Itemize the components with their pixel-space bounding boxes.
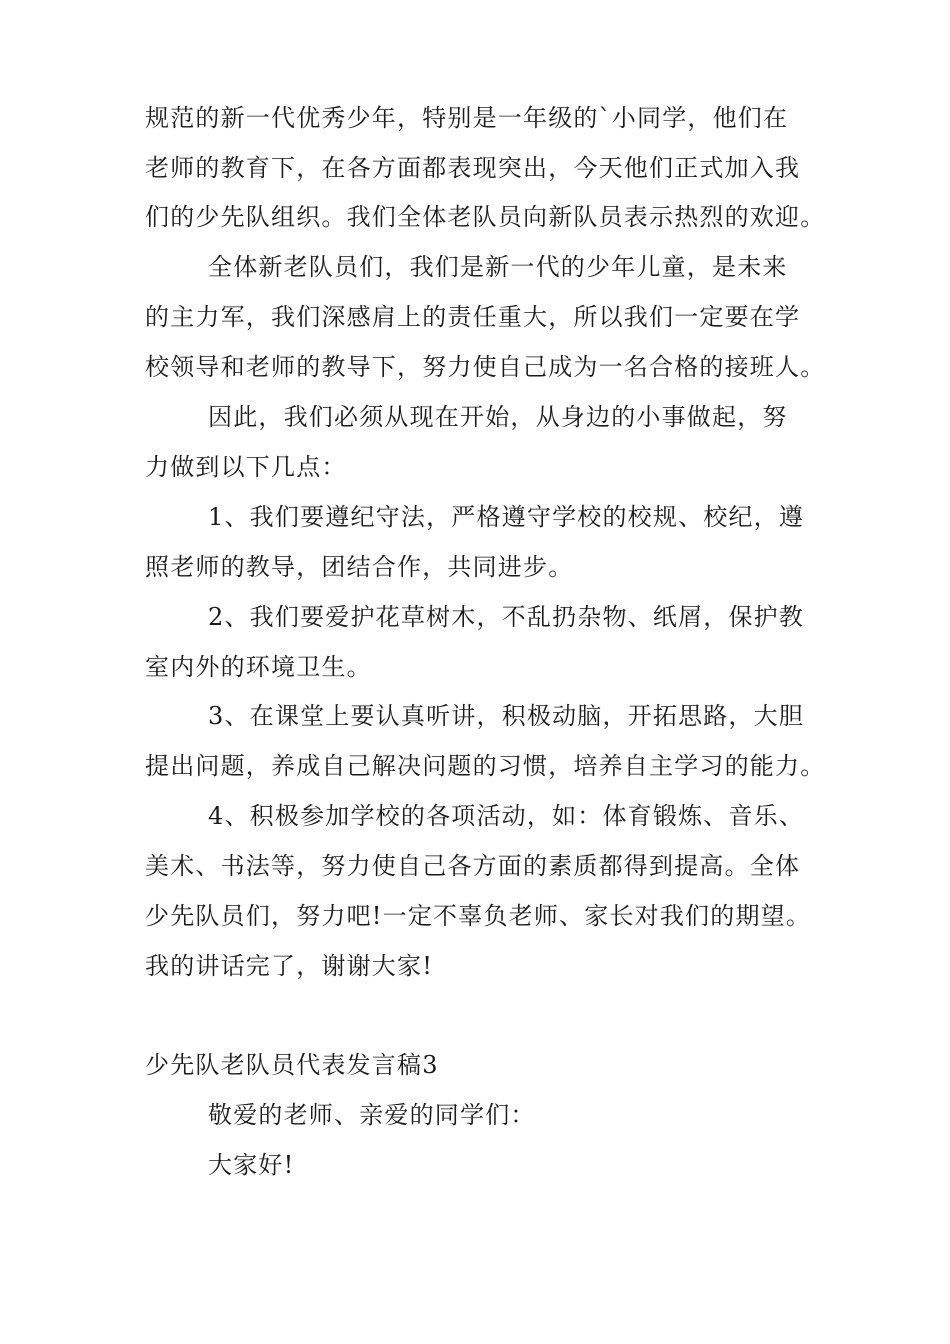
paragraph-line: 室内外的环境卫生。 (145, 653, 372, 681)
paragraph-line: 少先队员们，努力吧!一定不辜负老师、家长对我们的期望。 (145, 902, 812, 930)
section-title: 少先队老队员代表发言稿3 (145, 1051, 439, 1079)
greeting: 大家好! (208, 1151, 295, 1179)
paragraph-line: 全体新老队员们，我们是新一代的少年儿童，是未来 (208, 253, 788, 281)
paragraph-line: 美术、书法等，努力使自己各方面的素质都得到提高。全体 (145, 852, 801, 880)
paragraph-line: 2、我们要爱护花草树木，不乱扔杂物、纸屑，保护教 (208, 603, 805, 631)
paragraph-line: 4、积极参加学校的各项活动，如：体育锻炼、音乐、 (208, 802, 805, 830)
paragraph-line: 提出问题，养成自己解决问题的习惯，培养自主学习的能力。 (145, 752, 826, 780)
paragraph-line: 我的讲话完了，谢谢大家! (145, 952, 434, 980)
paragraph-line: 的主力军，我们深感肩上的责任重大，所以我们一定要在学 (145, 303, 801, 331)
paragraph-line: 照老师的教导，团结合作，共同进步。 (145, 553, 574, 581)
paragraph-line: 因此，我们必须从现在开始，从身边的小事做起，努 (208, 403, 788, 431)
paragraph-line: 3、在课堂上要认真听讲，积极动脑，开拓思路，大胆 (208, 702, 805, 730)
paragraph-line: 力做到以下几点： (145, 453, 347, 481)
paragraph-line: 校领导和老师的教导下，努力使自己成为一名合格的接班人。 (145, 353, 826, 381)
paragraph-line: 1、我们要遵纪守法，严格遵守学校的校规、校纪，遵 (208, 503, 805, 531)
paragraph-line: 们的少先队组织。我们全体老队员向新队员表示热烈的欢迎。 (145, 203, 826, 231)
salutation: 敬爱的老师、亲爱的同学们： (208, 1101, 536, 1129)
paragraph-line: 规范的新一代优秀少年，特别是一年级的`小同学，他们在 (145, 104, 789, 132)
paragraph-line: 老师的教育下，在各方面都表现突出，今天他们正式加入我 (145, 154, 801, 182)
